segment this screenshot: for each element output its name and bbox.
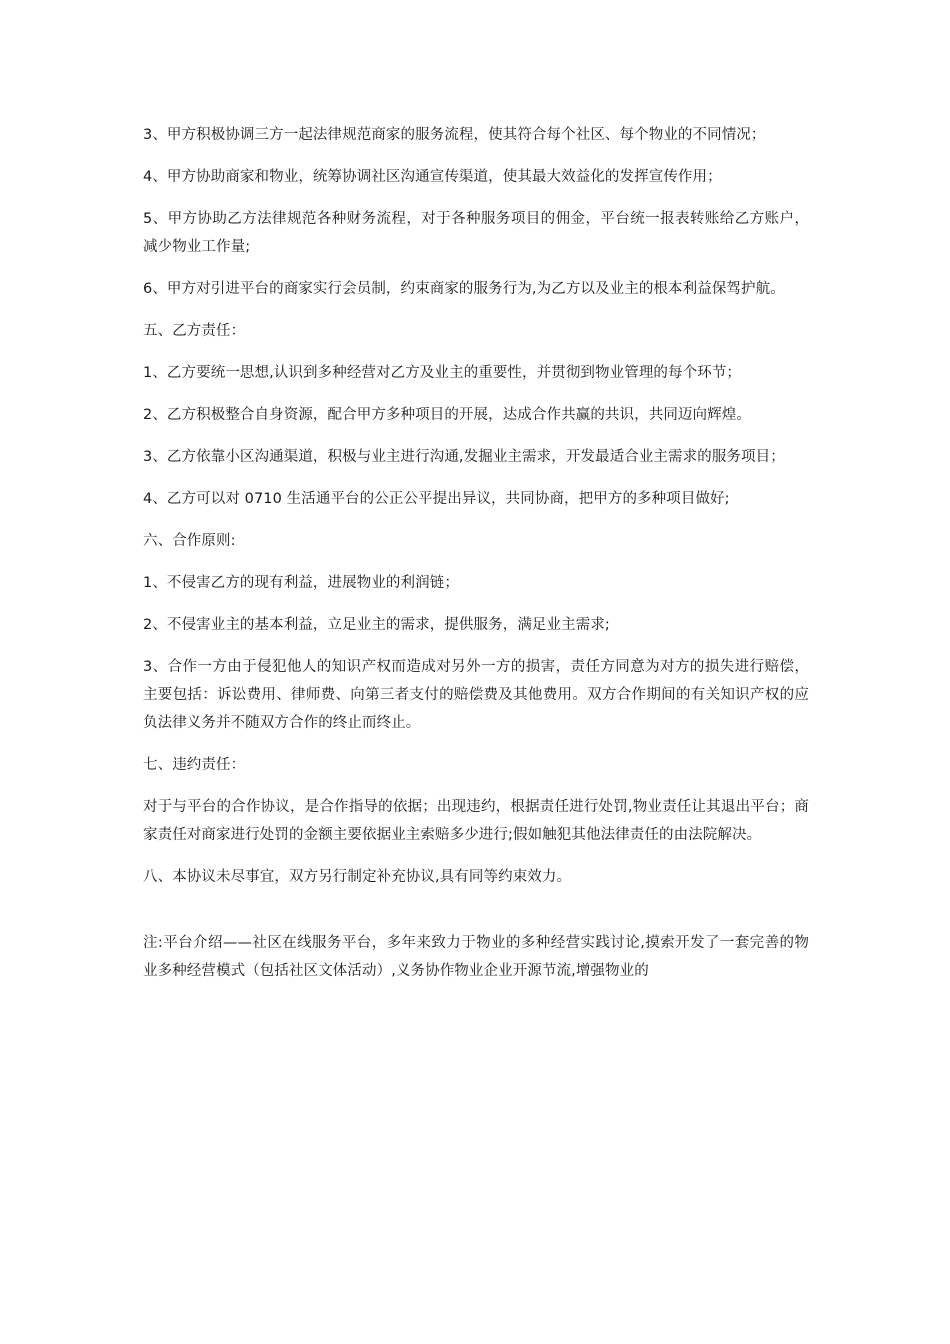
platform-note: 注:平台介绍——社区在线服务平台，多年来致力于物业的多种经营实践讨论,摸索开发了一套完善的物业多种经营模式（包括社区文体活动）,义务协作物业企业开源节流,增强物业的 [143,935,809,979]
clause-party-a-5: 5、甲方协助乙方法律规范各种财务流程，对于各种服务项目的佣金，平台统一报表转账给乙方账户，减少物业工作量; [143,211,809,255]
section-heading-party-b: 五、乙方责任： [143,323,246,339]
section-heading-supplement: 八、本协议未尽事宜，双方另行制定补充协议,具有同等约束效力。 [143,869,572,885]
document-body [143,121,809,999]
section-heading-liability: 七、违约责任： [143,757,246,773]
clause-principle-2: 2、不侵害业主的基本利益，立足业主的需求，提供服务，满足业主需求; [143,617,610,633]
clause-principle-1: 1、不侵害乙方的现有利益，进展物业的利润链； [143,575,459,591]
clause-party-b-1: 1、乙方要统一思想,认识到多种经营对乙方及业主的重要性，并贯彻到物业管理的每个环节； [143,365,742,381]
clause-party-a-3: 3、甲方积极协调三方一起法律规范商家的服务流程，使其符合每个社区、每个物业的不同情况； [143,127,766,143]
clause-party-b-4: 4、乙方可以对 0710 生活通平台的公正公平提出异议，共同协商，把甲方的多种项目做好; [143,491,730,507]
section-heading-principles: 六、合作原则: [143,533,236,549]
clause-party-a-6: 6、甲方对引进平台的商家实行会员制，约束商家的服务行为,为乙方以及业主的根本利益保驾护航。 [143,281,785,297]
clause-party-a-4: 4、甲方协助商家和物业，统筹协调社区沟通宣传渠道，使其最大效益化的发挥宣传作用； [143,169,722,185]
clause-liability: 对于与平台的合作协议，是合作指导的依据；出现违约，根据责任进行处罚,物业责任让其退出平台；商家责任对商家进行处罚的金额主要依据业主索赔多少进行;假如触犯其他法律责任的由法院解决。 [143,799,809,843]
clause-party-b-3: 3、乙方依靠小区沟通渠道，积极与业主进行沟通,发掘业主需求，开发最适合业主需求的服务项目； [143,449,785,465]
clause-party-b-2: 2、乙方积极整合自身资源，配合甲方多种项目的开展，达成合作共赢的共识，共同迈向辉煌。 [143,407,751,423]
clause-principle-3: 3、合作一方由于侵犯他人的知识产权而造成对另外一方的损害，责任方同意为对方的损失进行赔偿，主要包括：诉讼费用、律师费、向第三者支付的赔偿费及其他费用。双方合作期间的有关知识产权的应负法律义务并不随双方合作的终止而终止。 [143,659,809,731]
